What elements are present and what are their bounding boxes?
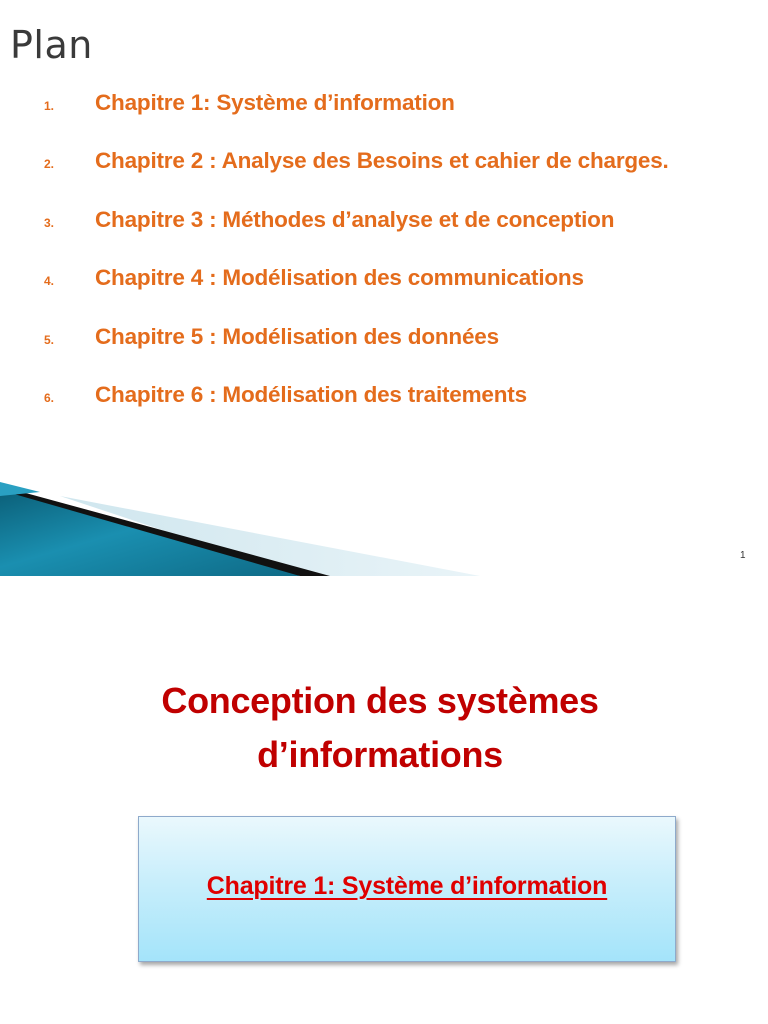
chapter-item (0, 201, 768, 259)
chapter-box (138, 816, 676, 962)
chapter-number: 3. (44, 215, 55, 230)
chapter-number: 5. (44, 332, 55, 347)
chapter-number: 6. (44, 390, 55, 405)
chapter-label: Chapitre 5 : Modélisation des données (95, 323, 499, 349)
course-title-line-1: Conception des systèmes (161, 680, 599, 721)
chapter-item (0, 376, 768, 434)
chapter-item (0, 142, 768, 200)
chapter-label: Chapitre 3 : Méthodes d’analyse et de conception (95, 206, 615, 232)
chapter-number: 4. (44, 274, 55, 289)
chapter-label: Chapitre 2 : Analyse des Besoins et cahier de charges. (95, 148, 669, 174)
chapter-label: Chapitre 1: Système d’information (95, 90, 455, 115)
chapter-list (0, 84, 768, 434)
plan-title: Plan (10, 23, 93, 67)
chapter-item (0, 318, 768, 376)
chapter-label: Chapitre 4 : Modélisation des communications (95, 265, 584, 291)
chapter-number: 2. (44, 157, 55, 172)
course-title (0, 674, 760, 782)
slide-course-title (0, 576, 768, 1024)
chapter-label: Chapitre 6 : Modélisation des traitements (95, 381, 527, 407)
chapter-item (0, 84, 768, 142)
decorative-swoosh (0, 482, 480, 576)
chapter-number: 1. (44, 99, 55, 113)
slide-number: 1 (740, 550, 746, 561)
chapter-item (0, 259, 768, 317)
chapter-box-label: Chapitre 1: Système d’information (206, 872, 608, 900)
course-title-line-2: d’informations (257, 734, 503, 775)
